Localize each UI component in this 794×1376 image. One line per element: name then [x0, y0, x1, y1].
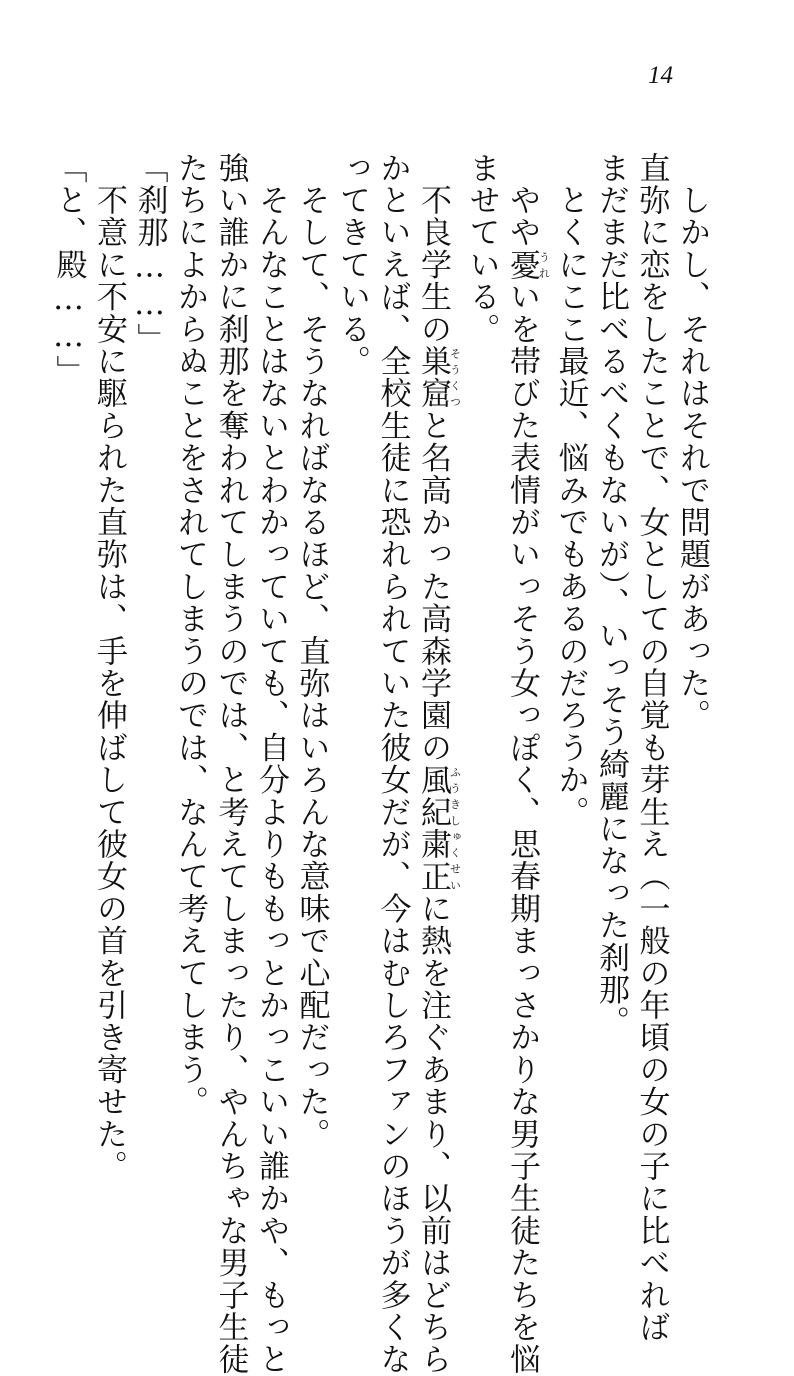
text-column — [672, 152, 713, 1132]
text-segment: かといえば、全校生徒に恐れられていた彼女だが、今はむしろファンのほうが多くな — [374, 152, 411, 1376]
ruby-base: 巣窟 — [415, 345, 451, 410]
text-segment: 不意に不安に駆られた直弥は、手を伸ばして彼女の首を引き寄せた。 — [91, 152, 127, 1183]
text-column — [631, 152, 672, 1344]
ruby-reading: うれ — [537, 248, 551, 281]
text-segment: 強い誰かに刹那を奪われてしまうのでは、と考えてしまったり、やんちゃな男子生徒 — [212, 152, 249, 1376]
text-column — [550, 152, 591, 1132]
text-segment: とくにここ最近、悩みでもあるのだろうか。 — [552, 152, 589, 829]
ruby-base: 憂 — [504, 248, 540, 281]
text-column — [461, 152, 502, 1132]
text-segment: に熱を注ぐあまり、以前はどちら — [415, 892, 451, 1376]
ruby-reading: ふうきしゅくせい — [448, 763, 462, 893]
text-segment: 不良学生の — [415, 152, 451, 346]
text-segment: 直弥に恋をしたことで、女としての自覚も芽生え（一般の年頃の女の子に比べれば — [633, 152, 670, 1344]
text-column — [332, 152, 373, 1132]
text-column — [372, 152, 413, 1376]
ruby-annotation — [504, 248, 551, 281]
text-column — [89, 152, 130, 1183]
text-column — [129, 152, 170, 1132]
text-segment: まだまだ比べるべくもないが）、いっそう綺麗になった刹那。 — [593, 152, 629, 1039]
ruby-reading: そうくつ — [448, 345, 462, 410]
text-segment: そんなことはないとわかっていても、自分よりももっとかっこいい誰かや、もっと — [253, 152, 289, 1376]
text-segment: ってきている。 — [334, 152, 370, 378]
text-column — [291, 152, 332, 1151]
text-segment: たちによからぬことをされてしまうのでは、なんて考えてしまう。 — [172, 152, 208, 1118]
text-column — [170, 152, 211, 1132]
text-segment: と名高かった高森学園の — [415, 409, 451, 764]
ruby-annotation — [415, 763, 462, 893]
text-column — [210, 152, 251, 1376]
text-segment: 「刹那……」 — [131, 152, 168, 356]
text-segment: いを帯びた表情がいっそう女っぽく、思春期まっさかりな男子生徒たちを悩 — [504, 280, 540, 1376]
text-column — [413, 152, 462, 1376]
ruby-base: 風紀粛正 — [415, 763, 451, 893]
text-segment: そして、そうなればなるほど、直弥はいろんな意味で心配だった。 — [293, 152, 330, 1151]
text-column — [502, 152, 551, 1376]
text-segment: ませている。 — [463, 152, 500, 346]
text-segment: やや — [504, 152, 540, 249]
text-segment: 「と、殿……」 — [50, 152, 87, 388]
body-text — [48, 152, 712, 1376]
text-column — [48, 152, 89, 1132]
text-column — [251, 152, 292, 1376]
page-number: 14 — [648, 62, 673, 89]
text-column — [591, 152, 632, 1132]
ruby-annotation — [415, 345, 462, 410]
text-segment: しかし、それはそれで問題があった。 — [674, 152, 710, 732]
